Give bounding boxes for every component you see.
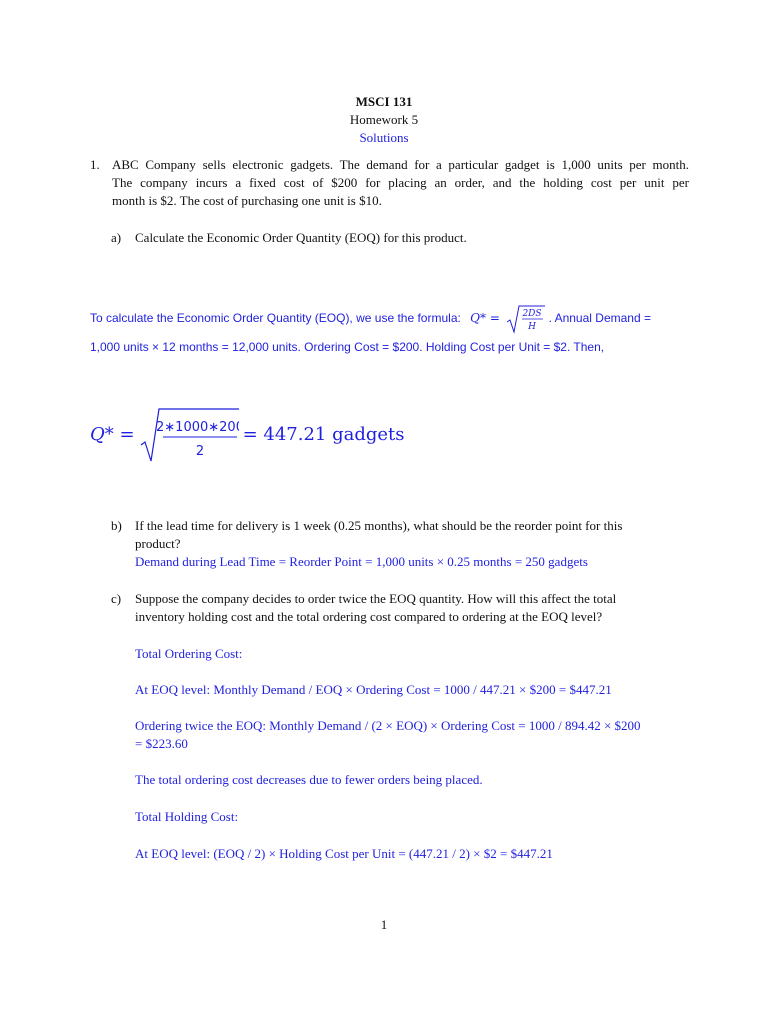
problem-line-1: ABC Company sells electronic gadgets. The demand for a particular gadget is 1,000 units per month. (112, 157, 689, 172)
ordering-cost-conclusion: The total ordering cost decreases due to fewer orders being placed. (135, 772, 483, 787)
holding-cost-heading: Total Holding Cost: (135, 809, 239, 824)
ordering-cost-twice-line-2: = $223.60 (135, 736, 188, 751)
problem-line-2: The company incurs a fixed cost of $200 for placing an order, and the holding cost per unit per (112, 175, 689, 190)
eoq-result (243, 424, 405, 445)
part-a-question: Calculate the Economic Order Quantity (EOQ) for this product. (135, 230, 467, 245)
ordering-cost-heading: Total Ordering Cost: (135, 646, 243, 661)
formula-lhs: Q* = (470, 311, 500, 325)
problem-line-3: month is $2. The cost of purchasing one unit is $10. (112, 193, 382, 208)
homework-title: Homework 5 (349, 112, 419, 127)
part-b-question-line-1: If the lead time for delivery is 1 week (0.25 months), what should be the reorder point for this (135, 518, 623, 533)
part-c-question-line-2: inventory holding cost and the total ordering cost compared to ordering at the EOQ level? (135, 609, 603, 624)
answer-intro: To calculate the Economic Order Quantity (EOQ), we use the formula: (90, 311, 461, 325)
part-b-question-line-2: product? (135, 536, 181, 551)
part-c-question (135, 590, 690, 626)
formula-denominator: H (528, 322, 537, 333)
part-c-label: c) (111, 591, 122, 606)
eoq-lhs: Q* = (90, 424, 135, 445)
course-title: MSCI 131 (355, 94, 413, 109)
eoq-result-text: = 447.21 gadgets (242, 424, 405, 445)
answer-annual-demand: . Annual Demand = (548, 311, 651, 325)
big-sqrt-sign-icon (139, 405, 239, 465)
part-b-answer: Demand during Lead Time = Reorder Point = 1,000 units × 0.25 months = 250 gadgets (135, 554, 588, 569)
big-denominator: 2 (195, 444, 204, 459)
part-c-question-line-1: Suppose the company decides to order twice the EOQ quantity. How will this affect the total (135, 591, 617, 606)
solutions-title: Solutions (359, 130, 409, 145)
part-a-answer-line-2: 1,000 units × 12 months = 12,000 units. Ordering Cost = $200. Holding Cost per Unit = $2. Then, (90, 340, 605, 354)
ordering-cost-twice-line-1: Ordering twice the EOQ: Monthly Demand / (2 × EOQ) × Ordering Cost = 1000 / 894.42 × $200 (135, 718, 641, 733)
part-a-answer-line-1 (90, 303, 651, 334)
ordering-cost-eoq: At EOQ level: Monthly Demand / EOQ × Ordering Cost = 1000 / 447.21 × $200 = $447.21 (135, 682, 612, 697)
problem-statement (112, 156, 689, 210)
part-b-label: b) (111, 518, 122, 533)
eoq-formula (505, 303, 545, 334)
part-a-label: a) (111, 230, 122, 245)
formula-numerator: 2DS (522, 309, 542, 320)
problem-number: 1. (90, 157, 100, 172)
big-numerator: 2∗1000∗200 (155, 420, 239, 435)
eoq-equation (90, 405, 405, 465)
sqrt-sign-icon (505, 304, 545, 334)
part-b-question (135, 517, 690, 571)
page-number: 1 (380, 917, 388, 932)
holding-cost-eoq: At EOQ level: (EOQ / 2) × Holding Cost per Unit = (447.21 / 2) × $2 = $447.21 (135, 846, 553, 861)
